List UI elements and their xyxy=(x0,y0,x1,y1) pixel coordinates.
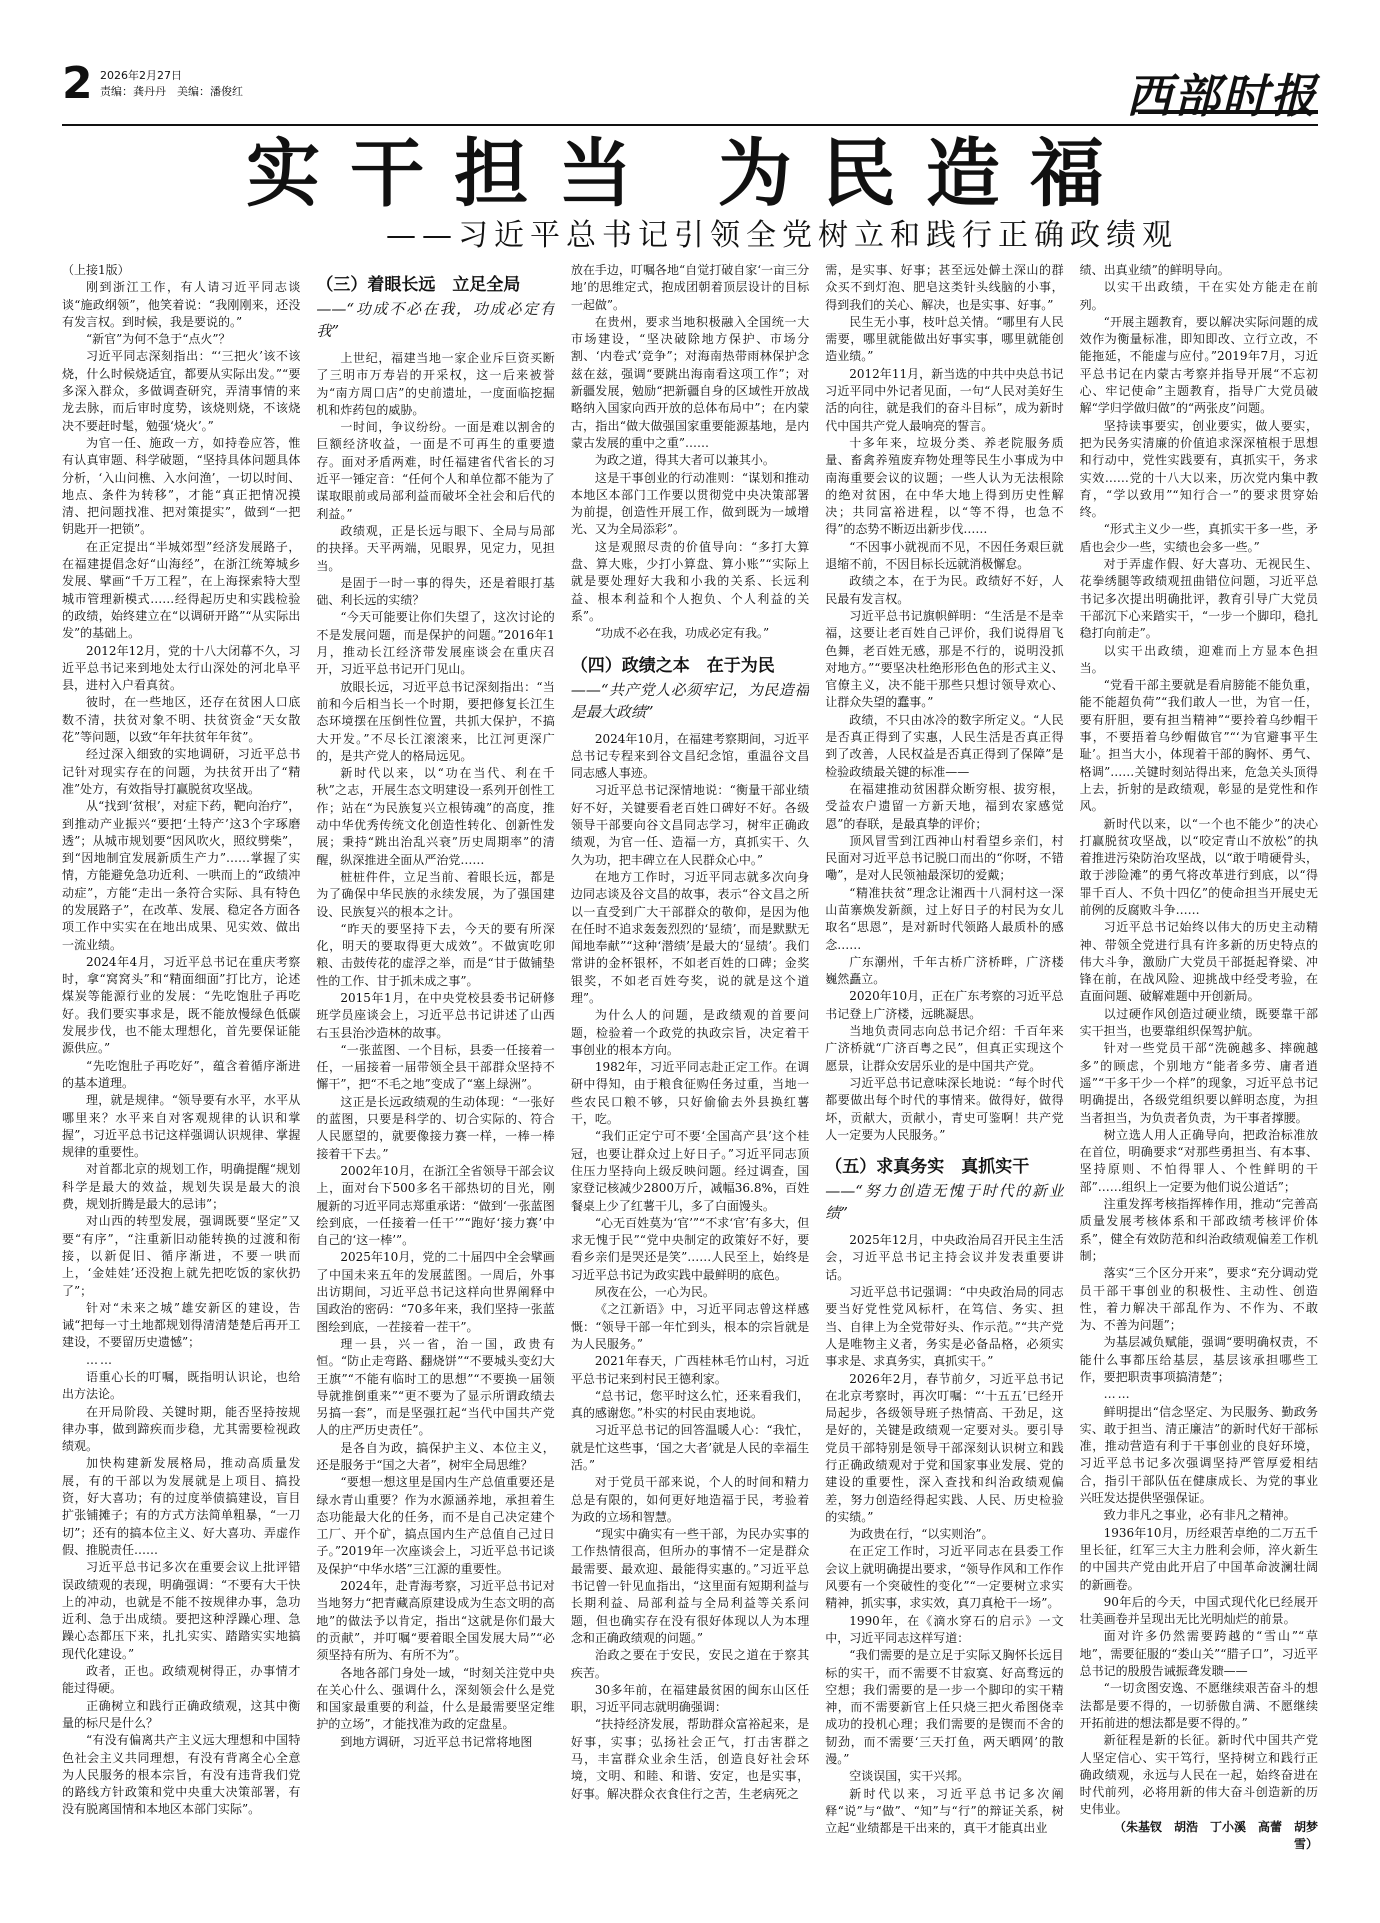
paragraph: 1982年，习近平同志赴正定工作。在调研中得知，由于粮食征购任务过重，当地一些农民口粮不够，只好偷偷去外县换红薯干，吃。 xyxy=(570,1060,810,1127)
paragraph: 树立选人用人正确导向，把政治标准放在首位，明确要求“对那些勇担当、有本事、坚持原则、不怕得罪人、个性鲜明的干部”……组织上一定要为他们说公道话”； xyxy=(1079,1127,1319,1194)
paragraph: 习近平总书记的回答温暖人心：“我忙，就是忙这些事，‘国之大者’就是人民的幸福生活。” xyxy=(570,1423,810,1472)
paragraph: 新征程是新的长征。新时代中国共产党人坚定信心、实干笃行，坚持树立和践行正确政绩观，永远与人民在一起，始终奋进在时代前列，必将用新的伟大奋斗创造新的历史伟业。 xyxy=(1079,1733,1319,1817)
text-column xyxy=(62,262,300,1882)
paragraph: 夙夜在公，一心为民。 xyxy=(594,1285,715,1300)
text-column xyxy=(825,262,1063,1882)
paragraph: “开展主题教育，要以解决实际问题的成效作为衡量标准，即知即改、立行立改，不能拖延，不能虚与应付。”2019年7月，习近平总书记在内蒙古考察并指导开展“不忘初心、牢记使命”主题教育，指导广大党员破解“学归学做归做”的“两张皮”问题。 xyxy=(1079,314,1319,416)
paragraph: “一切贪图安逸、不愿继续艰苦奋斗的想法都是要不得的，一切骄傲自满、不愿继续开拓前进的想法都是要不得的。” xyxy=(1079,1681,1319,1730)
paragraph: “有没有偏离共产主义远大理想和中国特色社会主义共同理想，有没有背离全心全意为人民服务的根本宗旨，有没有违背我们党的路线方针政策和党中央重大决策部署，有没有脱离国情和本地区本部门实际”。 xyxy=(62,1733,301,1817)
paragraph: 十多年来，垃圾分类、养老院服务质量、畜禽养殖废弃物处理等民生小事成为中南海重要会议的议题；一些人认为无法根除的绝对贫困，在中华大地上得到历史性解决；共同富裕进程，以“等不得，也急不得”的态势不断迈出新步伐…… xyxy=(825,435,1064,537)
paragraph: …… xyxy=(1103,1387,1132,1402)
section-heading xyxy=(316,272,554,342)
section-subtitle: ——“努力创造无愧于时代的新业绩” xyxy=(825,1182,1064,1223)
paragraph: “扶持经济发展，帮助群众富裕起来，是好事，实事；弘扬社会正气，打击害群之马，丰富群众业余生活，创造良好社会环境，文明、和睦、和谐、安定，也是实事，好事。解决群众衣食住行之苦，生老病死之 xyxy=(570,1717,810,1801)
paragraph: 刚到浙江工作，有人请习近平同志谈谈“施政纲领”，他笑着说：“我刚刚来，还没有发言权。到时候，我是要说的。” xyxy=(62,280,301,329)
paragraph: （上接1版） xyxy=(62,263,130,277)
page-number: 2 xyxy=(62,58,93,109)
paragraph: 对首都北京的规划工作，明确提醒“规划科学是最大的效益，规划失误是最大的浪费，规划折腾是最大的忌讳”； xyxy=(62,1162,301,1212)
paragraph: 彼时，在一些地区，还存在贫困人口底数不清，扶贫对象不明、扶贫资金“天女散花”等问题，以致“年年扶贫年年贫”。 xyxy=(62,695,301,745)
paragraph: 语重心长的叮嘱，既指明认识论，也给出方法论。 xyxy=(62,1370,301,1402)
paragraph: 以实干出政绩，迎难而上方显本色担当。 xyxy=(1079,643,1319,675)
article-headline: 实干担当 为民造福 xyxy=(246,131,1134,217)
paragraph: 习近平总书记强调：“中央政治局的同志要当好党性党风标杆，在笃信、务实、担当、自律上为全党带好头、作示范。”“共产党人是唯物主义者，务实是必备品格，必须实事求是、求真务实，真抓实干。” xyxy=(825,1285,1064,1369)
paragraph: “我们正定宁可不要‘全国高产县’这个桂冠，也要让群众过上好日子。”习近平同志顶住压力坚持向上级反映问题。经过调查，国家登记核减少2800万斤，减幅36.8%，百姓餐桌上少了红薯干儿，多了白面馒头。 xyxy=(570,1129,810,1213)
paragraph: 新时代以来，以“一个也不能少”的决心打赢脱贫攻坚战，以“咬定青山不放松”的执着推进污染防治攻坚战，以“敢于啃硬骨头，敢于涉险滩”的勇气将改革进行到底，以“得罪千百人、不负十四亿”的使命担当开展史无前例的反腐败斗争…… xyxy=(1079,816,1319,917)
paragraph: 2024年10月，在福建考察期间，习近平总书记专程来到谷文昌纪念馆，重温谷文昌同志感人事迹。 xyxy=(570,731,810,781)
paragraph: “我们需要的是立足于实际又胸怀长远目标的实干，而不需要不甘寂寞、好高骛远的空想；我们需要的是一步一个脚印的实干精神，而不需要新官上任只烧三把火希图侥幸成功的投机心理；我们需要的是锲而不舍的韧劲，而不需要‘三天打鱼，两天晒网’的散漫。” xyxy=(825,1648,1064,1767)
paragraph: 在正定工作时，习近平同志在县委工作会议上就明确提出要求，“领导作风和工作作风要有一个突破性的变化”“一定要树立求实精神，抓实事，求实效，真刀真枪干一场”。 xyxy=(825,1544,1064,1611)
paragraph: 广东潮州，千年古桥广济桥畔，广济楼巍然矗立。 xyxy=(825,954,1064,987)
paragraph: 治政之要在于安民，安民之道在于察其疾苦。 xyxy=(570,1648,810,1680)
paragraph: 2024年，赴青海考察，习近平总书记对当地努力“把青藏高原建设成为生态文明的高地”的做法予以肯定，指出“这就是你们最大的贡献”，并叮嘱“要着眼全国发展大局”“必须坚持有所为、有所不为”。 xyxy=(316,1579,555,1663)
paragraph: 1990年，在《滴水穿石的启示》一文中，习近平同志这样写道： xyxy=(825,1613,1064,1645)
paragraph: “今天可能要让你们失望了，这次讨论的不是发展问题，而是保护的问题。”2016年1月，推动长江经济带发展座谈会在重庆召开，习近平总书记开门见山。 xyxy=(316,610,555,677)
paragraph: 在正定提出“半城郊型”经济发展路子，在福建提倡念好“山海经”，在浙江统筹城乡发展、擘画“千万工程”，在上海探索特大型城市管理新模式……经得起历史和实践检验的政绩，始终建立在“以调研开路”“从实际出发”的基础上。 xyxy=(62,539,301,641)
page-header xyxy=(62,58,1318,123)
text-column xyxy=(316,262,554,1882)
paragraph: 为官一任、施政一方，如持卷应答，惟有认真审题、科学破题，“坚持具体问题具体分析，‘入山问樵、入水问渔’，一切以时间、地点、条件为转移”，才能“真正把情况摸清、把问题找准、把对策提实”，做到“一把钥匙开一把锁”。 xyxy=(62,435,301,537)
paragraph: 政绩观，正是长远与眼下、全局与局部的抉择。天平两端，见眼界，见定力，见担当。 xyxy=(316,523,555,573)
paragraph: “昨天的要坚持下去，今天的要有所深化，明天的要取得更大成效”。不做寅吃卯粮、击鼓传花的虚浮之举，而是“甘于做铺垫性的工作、甘于抓未成之事”。 xyxy=(316,921,555,988)
text-column xyxy=(1080,262,1318,1882)
header-meta xyxy=(100,68,243,100)
paragraph: 针对“未来之城”雄安新区的建设，告诫“把每一寸土地都规划得清清楚楚后再开工建设，不要留历史遗憾”； xyxy=(62,1300,301,1350)
section-title: （三）着眼长远 立足全局 xyxy=(316,275,521,295)
paragraph: “新官”为何不急于“点火”？ xyxy=(86,332,231,347)
paragraph: 2026年2月，春节前夕，习近平总书记在北京考察时，再次叮嘱：“‘十五五’已经开局起步，各级领导班子热情高、干劲足，这是好的，关键是政绩观一定要对头。要引导党员干部特别是领导干部深刻认识树立和践行正确政绩观对于党和国家事业发展、党的建设的重要性，深入查找和纠治政绩观偏差，努力创造经得起实践、人民、历史检验的实绩。” xyxy=(825,1371,1064,1524)
paragraph: 加快构建新发展格局，推动高质量发展，有的干部以为发展就是上项目、搞投资，好大喜功；有的过度举债搞建设，盲目扩张铺摊子；有的方式方法简单粗暴，“一刀切”；还有的搞本位主义、好大喜功、弄虚作假、推脱责任…… xyxy=(62,1456,301,1557)
paragraph: 2025年12月，中央政治局召开民主生活会，习近平总书记主持会议并发表重要讲话。 xyxy=(825,1233,1064,1282)
paragraph: 1936年10月，历经艰苦卓绝的二万五千里长征，红军三大主力胜利会师，淬火新生的中国共产党由此开启了中国革命波澜壮阔的新画卷。 xyxy=(1079,1525,1319,1592)
paragraph: 注重发挥考核指挥棒作用，推动“完善高质量发展考核体系和干部政绩考核评价体系”，健全有效防范和纠治政绩观偏差工作机制； xyxy=(1079,1197,1319,1263)
paragraph: “一张蓝图、一个目标，县委一任接着一任，一届接着一届带领全县干部群众坚持不懈干”，把“不毛之地”变成了“塞上绿洲”。 xyxy=(316,1042,555,1092)
paragraph: 对于弄虚作假、好大喜功、无视民生、花拳绣腿等政绩观扭曲错位问题，习近平总书记多次提出明确批评，教育引导广大党员干部沉下心来踏实干，“一步一个脚印，稳扎稳打向前走”。 xyxy=(1079,557,1319,641)
section-title: （四）政绩之本 在于为民 xyxy=(570,655,775,676)
paragraph: “不因事小就视而不见，不因任务艰巨就退缩不前，不因目标长远就消极懈怠。 xyxy=(825,539,1064,572)
paragraph: 落实“三个区分开来”，要求“充分调动党员干部干事创业的积极性、主动性、创造性，着力解决干部乱作为、不作为、不敢为、不善为问题”； xyxy=(1079,1266,1319,1333)
paragraph: “功成不必在我，功成必定有我。” xyxy=(594,626,770,641)
paragraph: 政绩，不只由冰冷的数字所定义。“人民是否真正得到了实惠，人民生活是否真正得到了改善，人民权益是否真正得到了保障”是检验政绩最关键的标准—— xyxy=(825,712,1064,779)
paragraph: 习近平总书记旗帜鲜明：“生活是不是幸福，这要让老百姓自己评价，我们说得眉飞色舞，老百姓无感，那是不行的，说明没抓对地方。”“要坚决杜绝形形色色的形式主义、官僚主义，决不能干那些只想讨领导欢心、让群众失望的蠢事。” xyxy=(825,608,1064,710)
paragraph: “先吃饱肚子再吃好”，蕴含着循序渐进的基本道理。 xyxy=(62,1058,301,1090)
paragraph: 从“找到‘贫根’，对症下药，靶向治疗”，到推动产业振兴“要把‘土特产’这3个字琢磨透”；从城市规划要“因风吹火，照纹劈柴”，到“因地制宜发展新质生产力”……掌握了实情，方能避免急功近利、一哄而上的“政绩冲动症”，方能“走出一条符合实际、具有特色的发展路子”，在改革、发展、稳定各方面各项工作中实实在在地出成果、见实效、做出一流业绩。 xyxy=(62,799,301,952)
paragraph: “精准扶贫”理念让湘西十八洞村这一深山苗寨焕发新颜，过上好日子的村民为女儿取名“思恩”，是对新时代领路人最质朴的感念…… xyxy=(825,885,1064,952)
paragraph: “形式主义少一些，真抓实干多一些，矛盾也会少一些，实绩也会多一些。” xyxy=(1079,522,1319,554)
paragraph: 在贵州，要求当地积极融入全国统一大市场建设，“坚决破除地方保护、市场分割、‘内卷式’竞争”；对海南热带雨林保护念兹在兹，强调“要跳出海南看这项工作”；对新疆发展，勉励“把新疆自身的区域性开放战略纳入国家向西开放的总体布局中”；在内蒙古，指出“做大做强国家重要能源基地，是内蒙古发展的重中之重”…… xyxy=(570,314,810,450)
article-subheadline: ——习近平总书记引领全党树立和践行正确政绩观 xyxy=(386,218,1178,253)
paragraph: 在地方工作时，习近平同志就多次向身边同志谈及谷文昌的故事，表示“谷文昌之所以一直受到广大干部群众的敬仰，是因为他在任时不追求轰轰烈烈的‘显绩’，而是默默无闻地奉献”“这种‘潜绩’是最大的‘显绩’。我们常讲的金杯银杯，不如老百姓的口碑；金奖银奖，不如老百姓夸奖，说的就是这个道理”。 xyxy=(570,869,810,1005)
paragraph: 是各自为政，搞保护主义、本位主义，还是服务于“国之大者”，树牢全局思维？ xyxy=(316,1440,555,1472)
paragraph: 各地各部门身处一域，“时刻关注党中央在关心什么、强调什么，深刻领会什么是党和国家最重要的利益，什么是最需要坚定维护的立场”，才能找准为政的定盘星。 xyxy=(316,1665,555,1732)
paragraph: 经过深入细致的实地调研，习近平总书记针对现实存在的问题，为扶贫开出了“精准”处方，有效指导打赢脱贫攻坚战。 xyxy=(62,747,301,796)
paragraph: 民生无小事，枝叶总关情。“哪里有人民需要，哪里就能做出好事实事，哪里就能创造业绩。” xyxy=(825,314,1064,364)
paragraph: 放眼长远，习近平总书记深刻指出：“当前和今后相当长一个时期，要把修复长江生态环境摆在压倒性位置，共抓大保护，不搞大开发。”不尽长江滚滚来，比江河更深广的，是共产党人的格局远见。 xyxy=(316,679,555,763)
paragraph: 政绩之本，在于为民。政绩好不好，人民最有发言权。 xyxy=(825,574,1064,606)
paragraph: “党看干部主要就是看肩膀能不能负重，能不能超负荷”“我们敢人一世，为官一任，要有肝胆，要有担当精神”“要拎着乌纱帽干事，不要捂着乌纱帽做官”“‘为官避事平生耻’。担当大小，体现着干部的胸怀、勇气、格调”……关键时刻站得出来，危急关头顶得上去，折射的是政绩观，彰显的是党性和作风。 xyxy=(1079,678,1319,814)
paragraph: 顶风冒雪到江西神山村看望乡亲们，村民面对习近平总书记脱口而出的“你呀，不错嘞”，是对人民领袖最深切的爱戴； xyxy=(825,833,1064,883)
paragraph: 在福建推动贫困群众断穷根、拔穷根，受益农户遗留一方新天地，福到农家感觉恩”的春联，是最真挚的评价； xyxy=(825,781,1064,831)
paragraph: 习近平同志深刻指出：“‘三把火’该不该烧，什么时候烧适宜，都要从实际出发。”“要多深入群众，多做调查研究，弄清事情的来龙去脉，而后审时度势，该烧则烧，不该烧决不要赶时髦，勉强‘烧火’。” xyxy=(62,349,301,433)
paragraph: 新时代以来，习近平总书记多次阐释“说”与“做”、“知”与“行”的辩证关系，树立起“业绩都是干出来的，真干才能真出业 xyxy=(825,1786,1064,1836)
paragraph: 一时间，争议纷纷。一面是难以割舍的巨额经济收益，一面是不可再生的重要遗存。面对矛盾两难，时任福建省代省长的习近平一锤定音：“任何个人和单位都不能为了谋取眼前或局部利益而破坏全社会和后代的利益。” xyxy=(316,420,555,521)
paragraph: 当地负责同志向总书记介绍：千百年来广济桥就“广济百粤之民”，但真正实现这个愿景，让群众安居乐业的是中国共产党。 xyxy=(825,1024,1064,1073)
paragraph: 理，就是规律。“领导要有水平，水平从哪里来？水平来自对客观规律的认识和掌握”，习近平总书记这样强调认识规律、掌握规律的重要性。 xyxy=(62,1093,301,1160)
paragraph: 2021年春天，广西桂林毛竹山村，习近平总书记来到村民王德利家。 xyxy=(570,1354,810,1386)
paragraph: “总书记，您平时这么忙，还来看我们，真的感谢您。”朴实的村民由衷地说。 xyxy=(570,1388,810,1421)
paragraph: …… xyxy=(86,1352,114,1367)
paragraph: 习近平总书记深情地说：“衡量干部业绩好不好，关键要看老百姓口碑好不好。各级领导干部要向谷文昌同志学习，树牢正确政绩观，为官一任、造福一方，真抓实干、久久为功，把丰碑立在人民群众心中。” xyxy=(570,783,810,867)
article-byline: （朱基钗 胡浩 丁小溪 高蕾 胡梦雪） xyxy=(1114,1819,1319,1852)
section-title: （五）求真务实 真抓实干 xyxy=(825,1157,1030,1178)
section-heading xyxy=(825,1154,1063,1224)
paragraph: 30多年前，在福建最贫困的闽东山区任职，习近平同志就明确强调： xyxy=(570,1682,810,1715)
paragraph: 为基层减负赋能，强调“要明确权责，不能什么事都压给基层，基层该承担哪些工作，要把职责事项搞清楚”； xyxy=(1079,1335,1319,1384)
paragraph: 需，是实事、好事；甚至远处僻土深山的群众买不到灯泡、肥皂这类针头线脑的小事，得到我们的关心、解决，也是实事、好事。” xyxy=(825,263,1064,312)
text-column xyxy=(571,262,809,1882)
header-rule xyxy=(62,124,1318,126)
paragraph: 对于党员干部来说，个人的时间和精力总是有限的，如何更好地造福于民，考验着为政的立场和智慧。 xyxy=(570,1475,810,1524)
article-body xyxy=(62,262,1318,1882)
section-subtitle: ——“共产党人必须牢记，为民造福是最大政绩” xyxy=(570,680,810,721)
paragraph: 到地方调研，习近平总书记常将地图 xyxy=(340,1734,533,1749)
paragraph: 桩桩件件，立足当前、着眼长远，都是为了确保中华民族的永续发展，为了强国建设、民族复兴的根本之计。 xyxy=(316,869,555,919)
paragraph: 习近平总书记意味深长地说：“每个时代都要做出每个时代的事情来。做得好，做得坏，贡献大，贡献小，青史可鉴啊！共产党人一定要为人民服务。” xyxy=(825,1075,1064,1142)
paragraph: 对山西的转型发展，强调既要“坚定”又要“有序”，“注重新旧动能转换的过渡和衔接，以新促旧、循序渐进，不要一哄而上，‘金娃娃’还没抱上就先把吃饭的家伙扔了”； xyxy=(62,1214,301,1298)
paragraph: 上世纪，福建当地一家企业斥巨资买断了三明市万寿岩的开采权，这一后来被誉为“南方周口店”的史前遗址，一度面临挖掘机和炸药包的威胁。 xyxy=(316,351,555,417)
paragraph: “心无百姓莫为‘官’”“不求‘官’有多大，但求无愧于民”“党中央制定的政策好不好，要看乡亲们是哭还是笑”……人民至上，始终是习近平总书记为政实践中最鲜明的底色。 xyxy=(570,1215,810,1282)
paragraph: 针对一些党员干部“洗碗越多、摔碗越多”的顾虑，个别地方“能者多劳、庸者逍遥”“干多干少一个样”的现象，习近平总书记明确提出，各级党组织要以鲜明态度，为担当者担当，为负责者负责，为干事者撑腰。 xyxy=(1079,1041,1319,1125)
masthead-logo: 西部时报 xyxy=(1126,69,1318,123)
paragraph: 为政之道，得其大者可以兼其小。 xyxy=(594,453,775,468)
paragraph: 2002年10月，在浙江全省领导干部会议上，面对台下500多名干部热切的目光，刚履新的习近平同志郑重承诺：“做到‘一张蓝图绘到底，一任接着一任干’”“跑好‘接力赛’中自己的‘这一棒’”。 xyxy=(316,1163,555,1248)
paragraph: 习近平总书记多次在重要会议上批评错误政绩观的表现，明确强调：“不要有大干快上的冲动，也就是不能不按规律办事，急功近利、急于出成绩。要把这种浮躁心理、急躁心态都压下来，扎扎实实、踏踏实实地搞现代化建设。” xyxy=(62,1560,301,1661)
paragraph: 习近平总书记始终以伟大的历史主动精神、带领全党进行具有许多新的历史特点的伟大斗争，激励广大党员干部挺起脊梁、冲锋在前，在战风险、迎挑战中经受考验，在直面问题、破解难题中开创新局。 xyxy=(1079,920,1319,1004)
paragraph: 2015年1月，在中央党校县委书记研修班学员座谈会上，习近平总书记讲述了山西右玉县治沙造林的故事。 xyxy=(316,990,555,1040)
paragraph: 正确树立和践行正确政绩观，这其中衡量的标尺是什么？ xyxy=(62,1698,301,1730)
paragraph: 2020年10月，正在广东考察的习近平总书记登上广济楼，远眺凝思。 xyxy=(825,989,1064,1021)
paragraph: 空谈误国，实干兴邦。 xyxy=(849,1769,970,1784)
paragraph: 绩、出真业绩”的鲜明导向。 xyxy=(1079,263,1230,277)
paragraph: 面对许多仍然需要跨越的“雪山”“草地”，需要征服的“娄山关”“腊子口”，习近平总书记的殷殷告诫振聋发聩—— xyxy=(1079,1629,1319,1679)
paragraph: 2012年12月，党的十八大闭幕不久，习近平总书记来到地处太行山深处的河北阜平县，进村入户看真贫。 xyxy=(62,643,301,693)
section-heading xyxy=(571,653,809,723)
paragraph: “现实中确实有一些干部，为民办实事的工作热情很高，但所办的事情不一定是群众最需要、最欢迎、最能得实惠的。”习近平总书记曾一针见血指出，“这里面有短期利益与长期利益、局部利益与全局利益等关系问题，但也确实存在没有很好体现以人为本理念和正确政绩观的问题。” xyxy=(570,1527,810,1645)
paragraph: 政者，正也。政绩观树得正，办事情才能过得硬。 xyxy=(62,1664,301,1696)
paragraph: 这是干事创业的行动准则：“谋划和推动本地区本部门工作要以贯彻党中央决策部署为前提，创造性开展工作，做到既为一域增光、又为全局添彩”。 xyxy=(570,470,810,537)
paragraph: “要想一想这里是国内生产总值重要还是绿水青山重要？作为水源涵养地，承担着生态功能最大化的任务，而不是自己决定建个工厂、开个矿，搞点国内生产总值自己过日子。”2019年一次座谈会上，习近平总书记谈及保护“中华水塔”三江源的重要性。 xyxy=(316,1475,555,1576)
paragraph: 这是观照尽责的价值导向：“多打大算盘、算大账，少打小算盘、算小账”“实际上就是要处理好大我和小我的关系、长远利益、根本利益和个人抱负、个人利益的关系”。 xyxy=(570,539,810,623)
paragraph: 理一县，兴一省，治一国，政贵有恒。“防止走弯路、翻烧饼”“不要城头变幻大王旗”“不能有临时工的思想”“不要换一届领导就推倒重来”“更不要为了显示所谓政绩去另搞一套”，而是坚强扛起“当代中国共产党人的庄严历史责任”。 xyxy=(316,1336,555,1438)
paragraph: 2012年11月，新当选的中共中央总书记习近平同中外记者见面，一句“人民对美好生活的向往，就是我们的奋斗目标”，成为新时代中国共产党人最响亮的誓言。 xyxy=(825,366,1064,433)
masthead-underline xyxy=(1138,110,1318,122)
paragraph: 鲜明提出“信念坚定、为民服务、勤政务实、敢于担当、清正廉洁”的新时代好干部标准，推动营造有利于干事创业的良好环境，习近平总书记多次强调坚持严管厚爱相结合，指引干部队伍在健康成长、为党的事业兴旺发达提供坚强保证。 xyxy=(1079,1404,1319,1506)
paragraph: 放在手边，叮嘱各地“自觉打破自家‘一亩三分地’的思维定式，抱成团朝着顶层设计的目标一起做”。 xyxy=(570,263,810,312)
paragraph: 新时代以来，以“功在当代、利在千秋”之志，开展生态文明建设一系列开创性工作；站在“为民族复兴立根铸魂”的高度，推动中华优秀传统文化创造性转化、创新性发展；秉持“跳出治乱兴衰”历史周期率”的清醒，纵深推进全面从严治党…… xyxy=(316,766,555,867)
paragraph: 90年后的今天，中国式现代化已经展开壮美画卷并呈现出无比光明灿烂的前景。 xyxy=(1079,1594,1319,1627)
issue-date: 2026年2月27日 xyxy=(100,69,182,82)
paragraph: 坚持读事要实，创业要实，做人要实，把为民务实清廉的价值追求深深植根于思想和行动中，党性实践要有，真抓实干，务求实效……党的十八大以来，历次党内集中教育，“学以致用”“知行合一”的要求贯穿始终。 xyxy=(1079,418,1319,520)
paragraph: 《之江新语》中，习近平同志曾这样感慨：“领导干部一年忙到头，根本的宗旨就是为人民服务。” xyxy=(570,1302,810,1351)
paragraph: 是固于一时一事的得失，还是着眼打基础、利长远的实绩？ xyxy=(316,575,555,608)
paragraph: 以过硬作风创造过硬业绩，既要靠干部实干担当，也要靠组织保驾护航。 xyxy=(1079,1006,1319,1039)
editors-credit: 责编：龚丹丹 美编：潘俊红 xyxy=(100,85,243,98)
paragraph: 2024年4月，习近平总书记在重庆考察时，拿“窝窝头”和“精面细面”打比方，论述煤炭等能源行业的发展：“先吃饱肚子再吃好。我们要实事求是，既不能放慢绿色低碳发展步伐，也不能太理想化，首先要保证能源供应。” xyxy=(62,954,301,1056)
section-subtitle: ——“功成不必在我，功成必定有我” xyxy=(316,300,555,340)
paragraph: 这正是长远政绩观的生动体现：“一张好的蓝图，只要是科学的、切合实际的、符合人民愿望的，就要像接力赛一样，一棒一棒接着干下去。” xyxy=(316,1094,555,1161)
paragraph: 为政贵在行，“以实则治”。 xyxy=(849,1527,994,1542)
paragraph: 在开局阶段、关键时期，能否坚持按规律办事，做到蹄疾而步稳，尤其需要检视政绩观。 xyxy=(62,1404,301,1454)
paragraph: 致力非凡之事业，必有非凡之精神。 xyxy=(1103,1508,1296,1523)
paragraph: 以实干出政绩，干在实处方能走在前列。 xyxy=(1079,280,1319,312)
paragraph: 为什么人的问题，是政绩观的首要问题，检验着一个政党的执政宗旨，决定着干事创业的根本方向。 xyxy=(570,1008,810,1057)
paragraph: 2025年10月，党的二十届四中全会擘画了中国未来五年的发展蓝图。一周后，外事出访期间，习近平总书记这样向世界阐释中国政治的密码：“70多年来，我们坚持一张蓝图绘到底，一茬接着一茬干”。 xyxy=(316,1250,555,1334)
